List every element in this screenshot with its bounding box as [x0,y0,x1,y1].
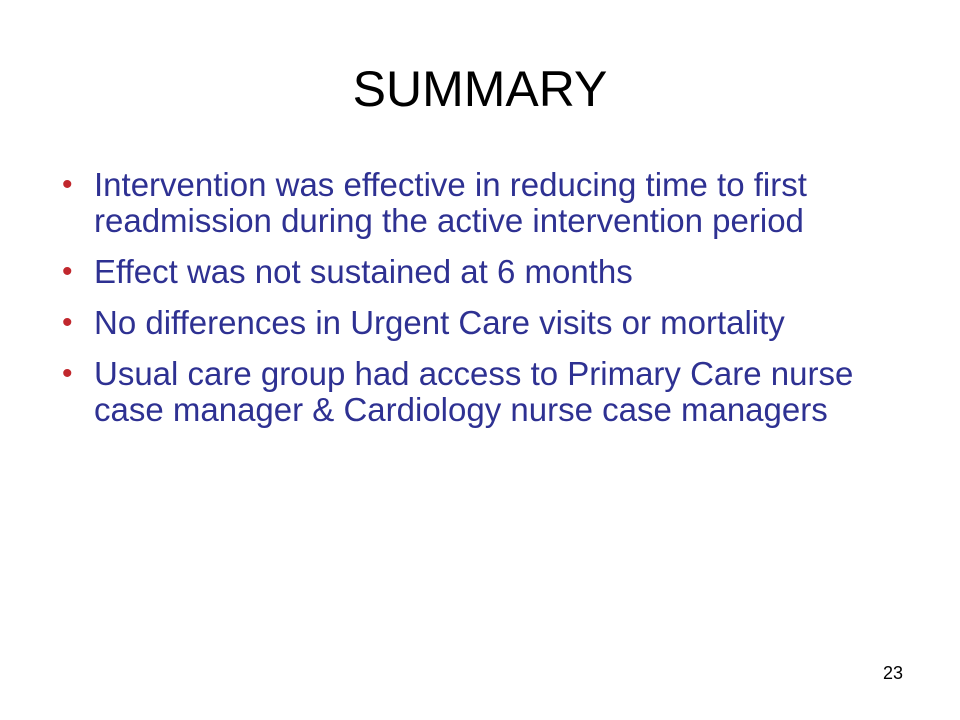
bullet-icon: • [62,357,73,390]
bullet-list [62,167,882,443]
bullet-text: No differences in Urgent Care visits or mortality [94,304,785,341]
bullet-text: Effect was not sustained at 6 months [94,253,633,290]
bullet-icon: • [62,255,73,288]
bullet-text: Usual care group had access to Primary Care nurse case manager & Cardiology nurse case managers [94,355,854,428]
bullet-item [62,254,882,290]
bullet-item [62,356,882,428]
bullet-text: Intervention was effective in reducing time to first readmission during the active intervention period [94,166,807,239]
bullet-icon: • [62,306,73,339]
page-number: 23 [882,663,903,683]
bullet-icon: • [62,168,73,201]
bullet-item [62,167,882,239]
slide-title: SUMMARY [352,61,608,117]
bullet-item [62,305,882,341]
